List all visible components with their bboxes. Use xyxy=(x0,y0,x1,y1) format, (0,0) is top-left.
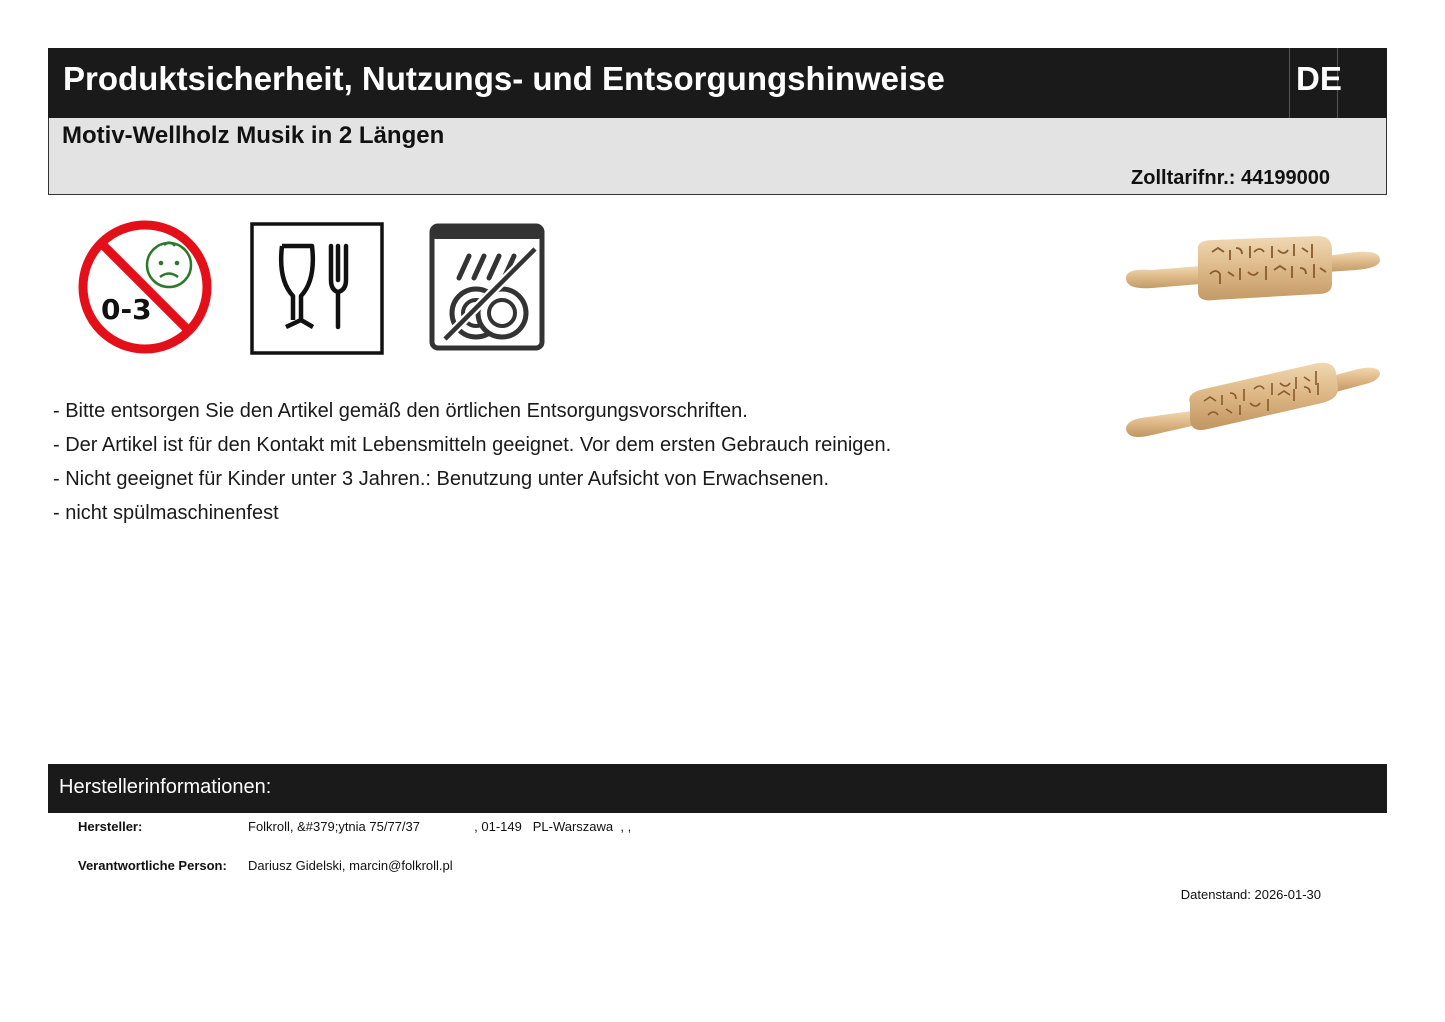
product-bar xyxy=(48,118,1387,195)
safety-notes-list xyxy=(53,394,891,530)
list-item: - Bitte entsorgen Sie den Artikel gemäß den örtlichen Entsorgungsvorschriften. xyxy=(53,400,748,422)
rolling-pin-image-long xyxy=(1122,232,1384,310)
language-code: DE xyxy=(1296,60,1342,97)
maker-label: Hersteller: xyxy=(78,819,143,834)
age-range-label: 0-3 xyxy=(101,293,152,326)
list-item: - Nicht geeignet für Kinder unter 3 Jahren.: Benutzung unter Aufsicht von Erwachsenen. xyxy=(53,468,830,490)
list-item: - Der Artikel ist für den Kontakt mit Lebensmitteln geeignet. Vor dem ersten Gebrauch reinigen. xyxy=(53,434,892,456)
responsible-person-value: Dariusz Gidelski, marcin@folkroll.pl xyxy=(248,858,453,873)
header-bar xyxy=(48,48,1387,118)
manufacturer-bar xyxy=(48,764,1387,813)
language-box xyxy=(1289,48,1342,118)
manufacturer-section-title: Herstellerinformationen: xyxy=(59,776,272,798)
glass-fork-food-safe-icon xyxy=(250,222,384,355)
page-title: Produktsicherheit, Nutzungs- und Entsorgungshinweise xyxy=(63,60,945,97)
responsible-person-label: Verantwortliche Person: xyxy=(78,858,227,873)
maker-value: Folkroll, &#379;ytnia 75/77/37 , 01-149 PL-Warszawa , , xyxy=(248,819,632,834)
not-dishwasher-safe-icon xyxy=(429,223,545,351)
no-children-0-3-icon xyxy=(76,218,214,356)
rolling-pin-image-short xyxy=(1122,355,1384,445)
product-name: Motiv-Wellholz Musik in 2 Längen xyxy=(62,122,445,149)
tariff-number: Zolltarifnr.: 44199000 xyxy=(1131,167,1330,189)
list-item: - nicht spülmaschinenfest xyxy=(53,502,279,524)
data-date: Datenstand: 2026-01-30 xyxy=(1180,887,1321,902)
